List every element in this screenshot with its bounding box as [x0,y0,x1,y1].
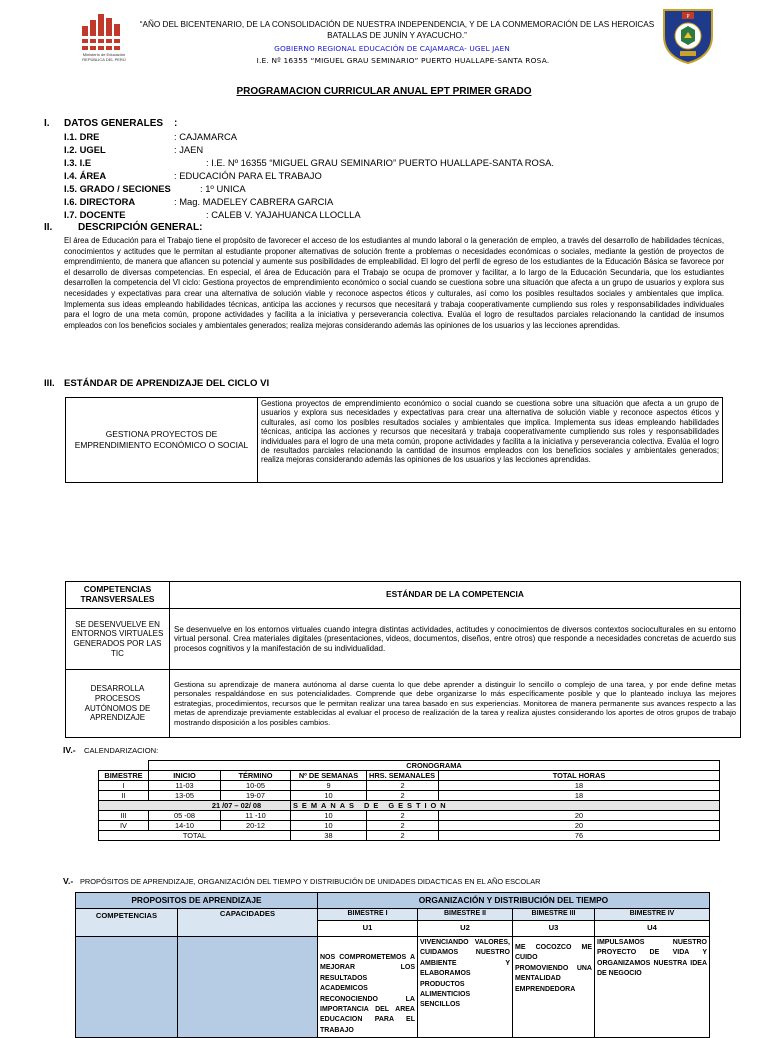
dato-value: : EDUCACIÓN PARA EL TRABAJO [174,170,322,181]
unidad-header: U2 [418,921,513,937]
section-datos-colon: : [174,118,178,129]
section-calendarizacion-heading: CALENDARIZACION: [84,746,159,755]
cell: 2 [367,821,439,831]
calendarizacion-table [98,760,720,841]
document-header [0,0,768,78]
section-descripcion-heading: DESCRIPCIÓN GENERAL: [78,222,203,233]
cell: 19-07 [221,791,291,801]
col-propositos: PROPOSITOS DE APRENDIZAJE [76,893,318,909]
col-total-horas: TOTAL HORAS [439,771,720,781]
cell: 11-03 [149,781,221,791]
total-label: TOTAL [99,831,291,841]
cell: III [99,811,149,821]
cell: 2 [367,781,439,791]
cell: 18 [439,781,720,791]
dato-area [64,170,322,181]
header-gobierno-regional: GOBIERNO REGIONAL EDUCACIÓN DE CAJAMARCA- UGEL JAEN [274,44,510,53]
dato-directora [64,196,334,207]
section-estandar-heading: ESTÁNDAR DE APRENDIZAJE DEL CICLO VI [64,378,270,389]
header-motto: “AÑO DEL BICENTENARIO, DE LA CONSOLIDACIÓN DE NUESTRA INDEPENDENCIA, Y DE LA CONMEMORACIÓN DE LAS HEROICAS BATALLAS DE JUNÍN Y AYACUCHO.” [139,20,655,40]
cell: 10 [291,821,367,831]
bimestre-header: BIMESTRE II [418,909,513,921]
cell: 20 [439,821,720,831]
estandar-descripcion: Gestiona proyectos de emprendimiento económico o social cuando se cuestiona sobre una situación que afecta a un grupo de usuarios y explora sus necesidades y expectativas para crear una alternativa de solución viable y reconoce aspectos éticos y culturales, así como los posibles resultados sociales y ambientales que implica. Implementa sus ideas empleando habilidades técnicas, anticipa las acciones y recursos que necesitará y trabaja cooperativamente cumpliendo sus roles y responsabilidades individuales para el logro de una meta común, propone actividades y facilita a la iniciativa y perseverancia colectiva. Evalúa el logro de resultados parciales relacionando la cantidad de insumos empleados con los beneficios sociales y ambientales generados; realiza mejoras considerando además las opiniones de los usuarios y las lecciones aprendidas. [258,398,723,483]
cell: 9 [291,781,367,791]
bimestre-header: BIMESTRE I [318,909,418,921]
gestion-dates-text: 21 /07 – 02/ 08 [211,801,262,810]
dato-label: I.6. DIRECTORA [64,196,136,207]
gestion-label: SEMANAS DE GESTION [291,801,720,811]
competencia-name: SE DESENVUELVE EN ENTORNOS VIRTUALES GENERADOS POR LAS TIC [66,609,170,670]
descripcion-paragraph: El área de Educación para el Trabajo tiene el propósito de favorecer el acceso de los estudiantes al mundo laboral o la generación de empleo, a través del desarrollo de habilidades técnicas, conocimientos y actitudes que le permitan al estudiante proponer alternativas de solución frente a problemas o necesidades económicas o sociales, mediante la gestión de proyectos de emprendimiento, de manera que afiancen su potencial y aumente sus posibilidades de empleabilidad. El logro del perfil de egreso de los estudiantes de la Educación Básica se favorece por el desarrollo de diversas competencias. En especial, el área de Educación para el Trabajo se ocupa de promover y facilitar, a lo largo de la Educación Secundaria, que los estudiantes desarrollen la competencia del VI ciclo: Gestiona proyectos de emprendimiento económico o social cuando se cuestiona sobre una situación que afecta a un grupo de usuarios y explora sus necesidades y expectativas para crear una alternativa de solución viable y reconoce aspectos éticos y culturales, así como los posibles resultados sociales y ambientales que implica. Implementa sus ideas empleando habilidades técnicas, anticipa las acciones y recursos que necesitará y trabaja cooperativamente cumpliendo sus roles y responsabilidades individuales para el logro de una meta común, propone actividades y facilita a la iniciativa y perseverancia colectiva. Evalúa el logro de resultados parciales relacionando la cantidad de insumos empleados con los beneficios sociales y ambientales generados; realiza mejoras considerando además las opiniones de los usuarios y las lecciones aprendidas. [64,236,724,330]
dato-grado [64,183,246,194]
table-row [99,811,720,821]
table-row-gestion [99,801,720,811]
estandar-table [65,397,723,483]
col-inicio: INICIO [149,771,221,781]
table-row [66,398,723,483]
section-datos-heading: DATOS GENERALES [64,118,164,129]
total-semanas: 38 [291,831,367,841]
dato-docente [64,209,361,220]
ministerio-educacion-logo [76,14,128,66]
dato-label: I.5. GRADO / SECIONES [64,183,171,194]
gestion-dates [99,801,291,811]
school-shield-icon [662,8,714,64]
dato-dre [64,131,238,142]
cell: II [99,791,149,801]
table-row [66,609,741,670]
table-row [99,761,720,771]
dato-label: I.4. ÁREA [64,170,107,181]
section-calendarizacion-number: IV.- [63,745,76,755]
section-descripcion-number: II. [44,222,53,233]
table-row [99,821,720,831]
cell: 20-12 [221,821,291,831]
dato-label: I.1. DRE [64,131,100,142]
logo-caption: Ministerio de Educación REPÚBLICA DEL PERÚ [82,52,126,62]
dato-value: : CALEB V. YAJAHUANCA LLOCLLA [206,209,361,220]
dato-label: I.7. DOCENTE [64,209,126,220]
dato-ie [64,157,554,168]
capacidades-cell [178,909,318,1038]
cell: 14-10 [149,821,221,831]
total-hrs-semanales: 2 [367,831,439,841]
col-competencias: COMPETENCIAS TRANSVERSALES [66,582,170,609]
estandar-competencia: GESTIONA PROYECTOS DE EMPRENDIMIENTO ECONÓMICO O SOCIAL [66,398,258,483]
dato-label: I.2. UGEL [64,144,106,155]
competencia-text: Se desenvuelve en los entornos virtuales cuando integra distintas actividades, actitudes y conocimientos de diversos contextos socioculturales en su entorno virtual personal. Crea materiales digitales (presentaciones, videos, documentos, diseños, entre otros) que responde a necesidades concretas de acuerdo sus procesos cognitivos y la manifestación de su individualidad. [170,609,741,670]
cell: 18 [439,791,720,801]
cell: 2 [367,791,439,801]
col-organizacion: ORGANIZACIÓN Y DISTRIBUCIÓN DEL TIEMPO [318,893,710,909]
cell: I [99,781,149,791]
svg-text:P: P [686,14,690,20]
table-total-row [99,831,720,841]
header-institucion: I.E. Nº 16355 “MIGUEL GRAU SEMINARIO” PUERTO HUALLAPE-SANTA ROSA. [256,56,550,65]
total-horas: 76 [439,831,720,841]
dato-value: : CAJAMARCA [174,131,238,142]
propositos-table [75,892,710,1038]
unidad-titulo: ME COCOZCO ME CUIDO PROMOVIENDO UNA MENTALIDAD EMPRENDEDORA [513,937,595,1038]
dato-ugel [64,144,204,155]
cell: IV [99,821,149,831]
col-bimestre: BIMESTRE [99,771,149,781]
section-propositos-number: V.- [63,876,74,886]
table-header-row [76,893,710,909]
dato-label: I.3. I.E [64,157,92,168]
section-propositos-heading: PROPÓSITOS DE APRENDIZAJE, ORGANIZACIÓN DEL TIEMPO Y DISTRIBUCIÓN DE UNIDADES DIDACTICAS EN EL AÑO ESCOLAR [80,877,541,886]
dato-value: : JAEN [174,144,204,155]
page-title: PROGRAMACION CURRICULAR ANUAL EPT PRIMER GRADO [236,86,532,97]
table-header-row [99,771,720,781]
col-estandar-competencia: ESTÁNDAR DE LA COMPETENCIA [170,582,741,609]
col-termino: TÉRMINO [221,771,291,781]
bimestre-header: BIMESTRE IV [595,909,710,921]
cell: 10 [291,791,367,801]
competencias-transversales-table [65,581,741,738]
dato-value: : I.E. Nº 16355 “MIGUEL GRAU SEMINARIO” PUERTO HUALLAPE-SANTA ROSA. [206,157,554,168]
cronograma-header: CRONOGRAMA [149,761,720,771]
table-row [76,937,710,1038]
section-estandar-number: III. [44,378,55,389]
unidad-titulo: VIVENCIANDO VALORES, CUIDAMOS NUESTRO AMBIENTE Y ELABORAMOS PRODUCTOS ALIMENTICIOS SENCILLOS [418,937,513,1038]
empty-cell [99,761,149,771]
competencia-text: Gestiona su aprendizaje de manera autónoma al darse cuenta lo que debe aprender a distinguir lo sencillo o complejo de una tarea, y por ende define metas personales respaldándose en sus potencialidades. Comprende que debe organizarse lo más específicamente posible y que lo planteado incluya las mejores estrategias, procedimientos, recursos que le permitan realizar una tarea basado en sus experiencias. Monitorea de manera permanente sus avances respecto a las metas de aprendizaje previamente establecidas al evaluar el proceso de realización de la tarea y realiza ajustes considerando los aportes de otros grupos de trabajo mostrando disposición a los posibles cambios. [170,670,741,738]
cell: 2 [367,811,439,821]
table-row [99,791,720,801]
unidad-titulo: IMPULSAMOS NUESTRO PROYECTO DE VIDA Y ORGANIZAMOS NUESTRA IDEA DE NEGOCIO [595,937,710,1038]
section-datos-number: I. [44,118,50,129]
bimestre-header: BIMESTRE III [513,909,595,921]
competencias-cell [76,911,178,1038]
dato-value: : Mag. MADELEY CABRERA GARCIA [174,196,334,207]
unidad-header: U3 [513,921,595,937]
table-row [99,781,720,791]
unidad-header: U1 [318,921,418,937]
table-row [66,670,741,738]
minedu-bars-icon [80,14,124,50]
capacidades-label: CAPACIDADES [219,909,276,918]
unidad-titulo: NOS COMPROMETEMOS A MEJORAR LOS RESULTADOS ACADEMICOS RECONOCIENDO LA IMPORTANCIA DEL AREA EDUCACION PARA EL TRABAJO [318,937,418,1038]
cell: 20 [439,811,720,821]
competencias-label: COMPETENCIAS [95,911,158,920]
col-semanas: Nº DE SEMANAS [291,771,367,781]
cell: 10 [291,811,367,821]
cell: 11 -10 [221,811,291,821]
competencia-name: DESARROLLA PROCESOS AUTÓNOMOS DE APRENDIZAJE [66,670,170,738]
cell: 10-05 [221,781,291,791]
dato-value: : 1º UNICA [200,183,246,194]
unidad-header: U4 [595,921,710,937]
table-header-row [66,582,741,609]
cell: 05 -08 [149,811,221,821]
cell: 13-05 [149,791,221,801]
col-hrs-semanales: HRS. SEMANALES [367,771,439,781]
